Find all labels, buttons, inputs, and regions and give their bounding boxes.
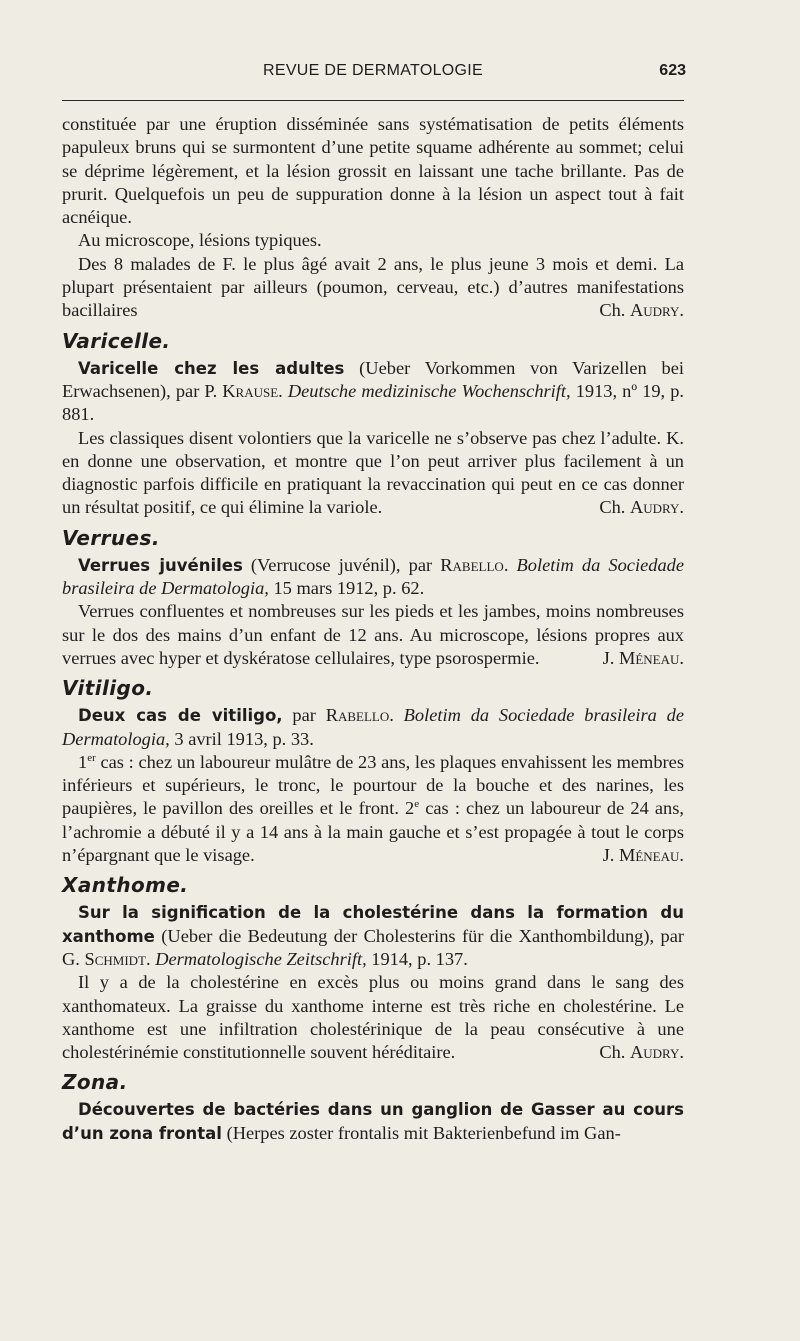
article-title-xanthome: Sur la signification de la cholestérine dans la formation du xanthome (Ueber die Bedeutung der Cholesterins für die Xanthombildung), par G. Schmidt. Dermatologische Zeitschrift, 1914, p. 137. <box>62 903 684 969</box>
page-content <box>62 113 684 1145</box>
article-title-vitiligo: Deux cas de vitiligo, par Rabello. Boletim da Sociedade brasileira de Dermatologia, 3 avril 1913, p. 33. <box>62 705 685 749</box>
running-head <box>62 62 684 92</box>
author-name: Krause. <box>222 380 283 401</box>
journal-reference: Dermatologische Zeitschrift, <box>150 948 367 969</box>
section-heading-zona: Zona. <box>62 1070 128 1095</box>
author-name: Rabello. <box>440 554 509 575</box>
signature: Ch. Audry. <box>599 300 684 321</box>
section-heading-varicelle: Varicelle. <box>62 328 171 353</box>
journal-reference: Boletim da Sociedade brasileira de Dermatologia, <box>62 554 684 599</box>
article-body-vitiligo: 1er cas : chez un laboureur mulâtre de 23 ans, les plaques envahissent les membres inférieurs et supérieurs, le tronc, le pourtour de la bouche et des narines, les paupières, le pavillon des oreilles et le front. 2e cas : chez un laboureur de 24 ans, l’achromie a débuté il y a 14 ans à la main gauche et s’est propagée à tout le corps n’épargnant que le visage. J. Méneau. <box>62 751 684 867</box>
article-title-varicelle: Varicelle chez les adultes (Ueber Vorkommen von Varizellen bei Erwachsenen), par P. Krause. Deutsche medizinische Wochenschrift, 1913, nº 19, p. 881. <box>62 357 685 425</box>
section-heading-verrues: Verrues. <box>62 525 160 550</box>
article-title-zona: Découvertes de bactéries dans un ganglion de Gasser au cours d’un zona frontal (Herpes zoster frontalis mit Bakterienbefund im Gan- <box>62 1100 684 1143</box>
intro-paragraph-1: constituée par une éruption disséminée sans systématisation de petits éléments papuleux bruns qui se surmontent d’une petite squame adhérente au sommet; celui se déprime légèrement, et la lésion grossit en laissant une tache brillante. Pas de prurit. Quelquefois un peu de suppuration donne à la lésion un aspect tout à fait acnéique. <box>62 114 684 228</box>
article-body-verrues: Verrues confluentes et nombreuses sur les pieds et les jambes, moins nombreuses sur le dos des mains d’un enfant de 12 ans. Au microscope, lésions propres aux verrues avec hyper et dyskératose cellulaires, type psorospermie. J. Méneau. <box>62 600 684 670</box>
article-body-xanthome: Il y a de la cholestérine en excès plus ou moins grand dans le sang des xanthomateux. La graisse du xanthome interne est très riche en cholestérine. Le xanthome est une infiltration cholestérinique de la peau consécutive à une cholestérinémie constitutionnelle souvent héréditaire. Ch. Audry. <box>62 971 684 1064</box>
signature: J. Méneau. <box>602 845 684 866</box>
signature: Ch. Audry. <box>599 1042 684 1063</box>
journal-reference: Deutsche medizinische Wochenschrift, <box>282 380 571 401</box>
intro-paragraph-2: Au microscope, lésions typiques. <box>78 230 322 251</box>
signature: J. Méneau. <box>602 647 684 668</box>
page-number: 623 <box>659 62 686 79</box>
header-rule <box>62 100 684 101</box>
journal-reference: Boletim da Sociedade brasileira de Dermatologia, <box>62 705 685 749</box>
section-heading-xanthome: Xanthome. <box>62 873 189 898</box>
author-name: Schmidt. <box>84 948 151 969</box>
section-heading-vitiligo: Vitiligo. <box>62 676 154 701</box>
article-title-verrues: Verrues juvéniles (Verrucose juvénil), par Rabello. Boletim da Sociedade brasileira de Dermatologia, 15 mars 1912, p. 62. <box>62 554 684 599</box>
intro-paragraph-3: Des 8 malades de F. le plus âgé avait 2 ans, le plus jeune 3 mois et demi. La plupart présentaient par ailleurs (poumon, cerveau, etc.) d’autres manifestations bacillaires Ch. Audry. <box>62 253 684 323</box>
article-body-varicelle: Les classiques disent volontiers que la varicelle ne s’observe pas chez l’adulte. K. en donne une observation, et montre que l’on peut arriver plus facilement à un diagnostic parfois difficile en pratiquant la revaccination qui peut en ce cas donner un résultat positif, ce qui élimine la variole. Ch. Audry. <box>62 427 684 520</box>
author-name: Rabello. <box>325 705 394 726</box>
journal-title: REVUE DE DERMATOLOGIE <box>263 62 483 79</box>
signature: Ch. Audry. <box>599 497 684 518</box>
